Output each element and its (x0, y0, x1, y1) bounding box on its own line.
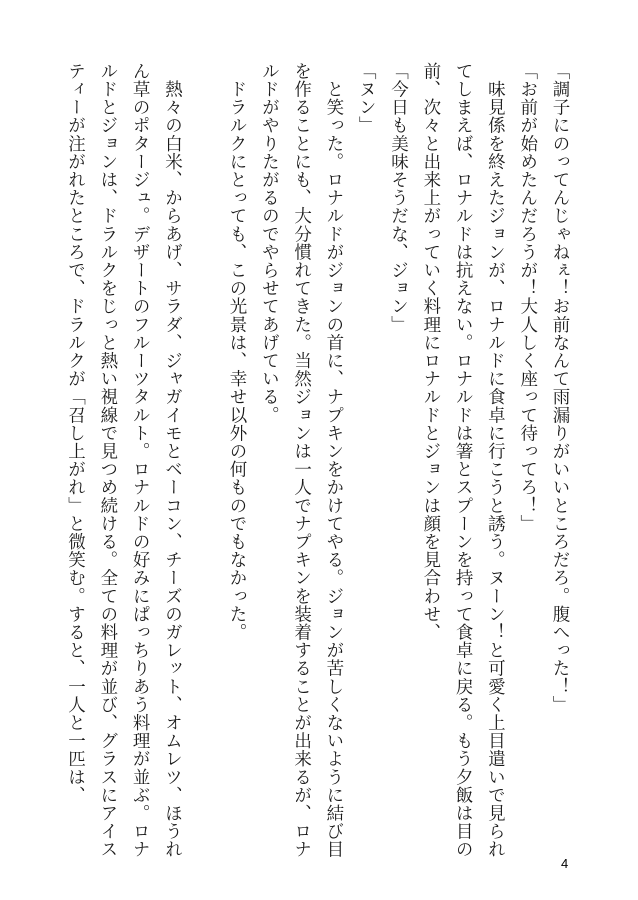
text-line: 「ヌン」 (356, 62, 377, 135)
text-line: 味見係を終えたジョンが、ロナルドに食卓に行こうと誘う。ヌーン！と可愛く上目遣いで見られ (485, 62, 506, 859)
text-line: と笑った。ロナルドがジョンの首に、ナプキンをかけてやる。ジョンが苦しくないように結び目 (323, 62, 344, 859)
text-line: ティーが注がれたところで、ドラルクが「召し上がれ」と微笑む。すると、一人と一匹は、 (65, 62, 86, 805)
text-line: を作ることにも、大分慣れてきた。当然ジョンは一人でナプキンを装着することが出来るが、ロナ (291, 62, 312, 859)
blank-line (188, 62, 220, 782)
page-number: 4 (561, 856, 569, 871)
text-line: 熱々の白米、からあげ、サラダ、ジャガイモとベーコン、チーズのガレット、オムレツ、ほうれ (162, 62, 183, 859)
text-line: ん草のポタージュ。デザートのフルーツタルト。ロナルドの好みにぱっちりあう料理が並ぶ。ロナ (130, 62, 151, 859)
text-line: てしまえば、ロナルドは抗えない。ロナルドは箸とスプーンを持って食卓に戻る。もう夕飯は目の (453, 62, 474, 859)
text-line: 「お前が始めたんだろうが！大人しく座って待ってろ！」 (517, 62, 538, 533)
text-line: 「今日も美味そうだな、ジョン」 (388, 62, 409, 334)
text-line: 前、次々と出来上がっていく料理にロナルドとジョンは顔を見合わせ、 (420, 62, 441, 642)
text-line: 「調子にのってんじゃねぇ！お前なんて雨漏りがいいところだろ。腹へった！」 (550, 62, 570, 714)
text-line: ドラルクにとっても、この光景は、幸せ以外の何ものでもなかった。 (227, 62, 248, 642)
body-text (59, 62, 576, 859)
text-line: ルドとジョンは、ドラルクをじっと熱い視線で見つめ続ける。全ての料理が並び、グラスにアイス (97, 62, 118, 859)
text-line: ルドがやりたがるのでやらせてあげている。 (259, 62, 280, 424)
